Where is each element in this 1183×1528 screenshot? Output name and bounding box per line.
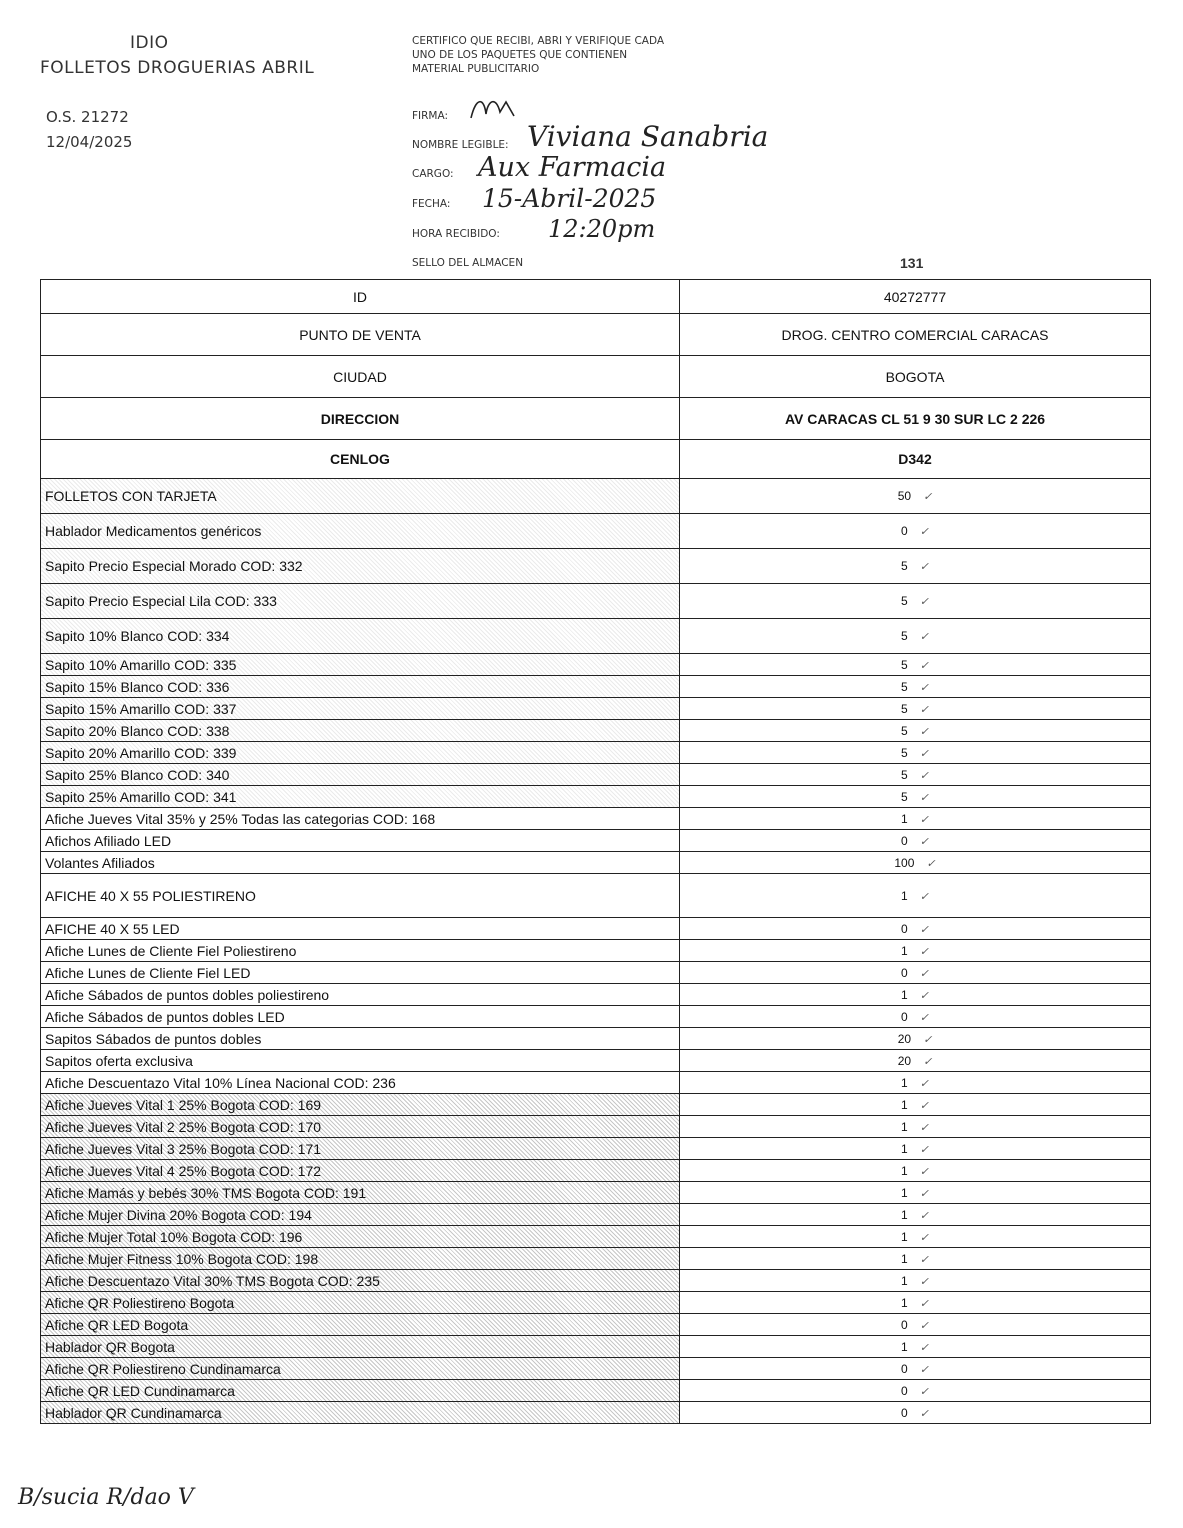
item-qty-cell	[680, 874, 1151, 918]
certification-text: CERTIFICO QUE RECIBI, ABRI Y VERIFIQUE CADA UNO DE LOS PAQUETES QUE CONTIENEN MATERIAL PUBLICITARIO	[412, 35, 665, 75]
item-row	[41, 1358, 1151, 1380]
checkmark-icon: ✓	[919, 967, 929, 980]
item-name: Afiche QR Poliestireno Bogota	[41, 1292, 680, 1314]
item-row	[41, 940, 1151, 962]
item-name: Afiche Descuentazo Vital 10% Línea Nacional COD: 236	[41, 1072, 680, 1094]
delivery-table	[40, 279, 1151, 1424]
item-qty: 5	[901, 745, 908, 760]
item-row	[41, 1072, 1151, 1094]
checkmark-icon: ✓	[919, 813, 929, 826]
item-qty: 1	[901, 1185, 908, 1200]
checkmark-icon: ✓	[919, 1099, 929, 1112]
item-row	[41, 1380, 1151, 1402]
item-row	[41, 1050, 1151, 1072]
item-qty-cell	[680, 742, 1151, 764]
checkmark-icon: ✓	[919, 1011, 929, 1024]
item-qty: 1	[901, 1163, 908, 1178]
checkmark-icon: ✓	[919, 945, 929, 958]
item-qty-cell	[680, 830, 1151, 852]
item-qty: 1	[901, 1075, 908, 1090]
item-qty-cell	[680, 1314, 1151, 1336]
item-qty: 1	[901, 888, 908, 903]
info-row	[41, 398, 1151, 440]
item-qty: 1	[901, 987, 908, 1002]
item-name: Volantes Afiliados	[41, 852, 680, 874]
item-name: Sapito Precio Especial Lila COD: 333	[41, 584, 680, 619]
item-name: Sapito 10% Blanco COD: 334	[41, 619, 680, 654]
checkmark-icon: ✓	[919, 1231, 929, 1244]
item-name: Sapito 20% Amarillo COD: 339	[41, 742, 680, 764]
firma-label: FIRMA:	[412, 110, 449, 122]
item-qty-cell	[680, 1094, 1151, 1116]
item-qty-cell	[680, 962, 1151, 984]
item-name: Afiche Jueves Vital 1 25% Bogota COD: 169	[41, 1094, 680, 1116]
item-row	[41, 984, 1151, 1006]
checkmark-icon: ✓	[919, 1297, 929, 1310]
item-name: Afiche Jueves Vital 2 25% Bogota COD: 170	[41, 1116, 680, 1138]
item-name: Afiche Descuentazo Vital 30% TMS Bogota COD: 235	[41, 1270, 680, 1292]
item-qty-cell	[680, 940, 1151, 962]
item-qty: 100	[894, 855, 915, 870]
item-qty: 5	[901, 594, 908, 608]
item-qty: 1	[901, 1251, 908, 1266]
item-row	[41, 786, 1151, 808]
checkmark-icon: ✓	[919, 703, 929, 716]
checkmark-icon: ✓	[919, 1385, 929, 1398]
item-name: Afiche Jueves Vital 3 25% Bogota COD: 171	[41, 1138, 680, 1160]
item-qty: 1	[901, 943, 908, 958]
checkmark-icon: ✓	[919, 596, 929, 608]
item-name: Afiche Lunes de Cliente Fiel LED	[41, 962, 680, 984]
checkmark-icon: ✓	[919, 923, 929, 936]
item-qty: 20	[897, 1053, 912, 1068]
checkmark-icon: ✓	[923, 491, 933, 503]
sello-label: SELLO DEL ALMACEN	[412, 257, 524, 269]
info-label: ID	[41, 280, 680, 314]
checkmark-icon: ✓	[919, 1209, 929, 1222]
item-qty: 5	[901, 629, 908, 643]
item-row	[41, 720, 1151, 742]
checkmark-icon: ✓	[919, 769, 929, 782]
info-section	[41, 280, 1151, 479]
item-qty: 0	[901, 1317, 908, 1332]
item-qty-cell	[680, 698, 1151, 720]
seal-number: 131	[900, 255, 924, 271]
item-name: Afiche Sábados de puntos dobles poliestireno	[41, 984, 680, 1006]
item-name: Afiche Jueves Vital 4 25% Bogota COD: 172	[41, 1160, 680, 1182]
item-qty-cell	[680, 1336, 1151, 1358]
item-qty: 5	[901, 701, 908, 716]
hand-nombre: Viviana Sanabria	[527, 120, 769, 153]
item-qty: 50	[897, 489, 912, 503]
item-name: Afiche QR Poliestireno Cundinamarca	[41, 1358, 680, 1380]
order-date: 12/04/2025	[46, 133, 133, 151]
item-qty: 5	[901, 559, 908, 573]
item-row	[41, 830, 1151, 852]
checkmark-icon: ✓	[919, 1275, 929, 1288]
item-qty: 1	[901, 1295, 908, 1310]
info-label: CIUDAD	[41, 356, 680, 398]
item-qty: 0	[901, 1009, 908, 1024]
item-row	[41, 1270, 1151, 1292]
item-row	[41, 1028, 1151, 1050]
item-name: Afiche Mujer Divina 20% Bogota COD: 194	[41, 1204, 680, 1226]
hand-fecha: 15-Abril-2025	[482, 184, 657, 213]
item-qty-cell	[680, 1006, 1151, 1028]
item-qty-cell	[680, 1248, 1151, 1270]
item-qty-cell	[680, 764, 1151, 786]
item-row	[41, 619, 1151, 654]
item-qty-cell	[680, 1116, 1151, 1138]
checkmark-icon: ✓	[919, 526, 929, 538]
item-row	[41, 742, 1151, 764]
checkmark-icon: ✓	[919, 1143, 929, 1156]
checkmark-icon: ✓	[919, 1187, 929, 1200]
item-row	[41, 1292, 1151, 1314]
item-qty-cell	[680, 1226, 1151, 1248]
hand-cargo: Aux Farmacia	[478, 152, 667, 183]
item-row	[41, 654, 1151, 676]
item-name: Hablador QR Cundinamarca	[41, 1402, 680, 1424]
checkmark-icon: ✓	[919, 1319, 929, 1332]
hora-label: HORA RECIBIDO:	[412, 228, 500, 240]
checkmark-icon: ✓	[919, 890, 929, 903]
item-row	[41, 1314, 1151, 1336]
item-row	[41, 584, 1151, 619]
item-qty: 5	[901, 767, 908, 782]
info-value: BOGOTA	[680, 356, 1151, 398]
item-qty: 0	[901, 1405, 908, 1420]
item-name: FOLLETOS CON TARJETA	[41, 479, 680, 514]
checkmark-icon: ✓	[919, 725, 929, 738]
header-title: FOLLETOS DROGUERIAS ABRIL	[40, 58, 315, 78]
item-name: Afiche Jueves Vital 35% y 25% Todas las categorias COD: 168	[41, 808, 680, 830]
item-qty: 1	[901, 1097, 908, 1112]
item-name: Sapitos oferta exclusiva	[41, 1050, 680, 1072]
item-qty-cell	[680, 1160, 1151, 1182]
item-qty: 0	[901, 1383, 908, 1398]
order-number: O.S. 21272	[46, 108, 129, 126]
info-label: DIRECCION	[41, 398, 680, 440]
item-name: Afichos Afiliado LED	[41, 830, 680, 852]
item-row	[41, 1160, 1151, 1182]
checkmark-icon: ✓	[919, 631, 929, 643]
item-qty-cell	[680, 1292, 1151, 1314]
info-label: PUNTO DE VENTA	[41, 314, 680, 356]
item-name: Afiche Sábados de puntos dobles LED	[41, 1006, 680, 1028]
footer-signature: B/sucia R/dao V	[18, 1485, 194, 1510]
checkmark-icon: ✓	[919, 1077, 929, 1090]
firma-signature	[466, 92, 526, 124]
header-line1: IDIO	[130, 33, 169, 53]
item-qty: 1	[901, 1273, 908, 1288]
item-qty: 0	[901, 524, 908, 538]
item-qty: 5	[901, 679, 908, 694]
item-row	[41, 1248, 1151, 1270]
item-row	[41, 479, 1151, 514]
checkmark-icon: ✓	[919, 1341, 929, 1354]
item-qty-cell	[680, 676, 1151, 698]
item-name: Afiche QR LED Cundinamarca	[41, 1380, 680, 1402]
item-qty-cell	[680, 619, 1151, 654]
item-name: Sapitos Sábados de puntos dobles	[41, 1028, 680, 1050]
item-qty: 0	[901, 833, 908, 848]
item-name: Sapito 20% Blanco COD: 338	[41, 720, 680, 742]
item-qty-cell	[680, 584, 1151, 619]
checkmark-icon: ✓	[919, 659, 929, 672]
item-name: Afiche Mujer Total 10% Bogota COD: 196	[41, 1226, 680, 1248]
checkmark-icon: ✓	[919, 1407, 929, 1420]
item-qty-cell	[680, 654, 1151, 676]
item-qty-cell	[680, 1138, 1151, 1160]
item-qty: 1	[901, 1339, 908, 1354]
item-row	[41, 1094, 1151, 1116]
item-qty: 5	[901, 789, 908, 804]
checkmark-icon: ✓	[919, 989, 929, 1002]
item-qty-cell	[680, 1050, 1151, 1072]
item-row	[41, 764, 1151, 786]
item-qty-cell	[680, 1402, 1151, 1424]
item-qty: 1	[901, 1207, 908, 1222]
item-qty-cell	[680, 1028, 1151, 1050]
item-qty-cell	[680, 786, 1151, 808]
info-row	[41, 440, 1151, 479]
checkmark-icon: ✓	[919, 1363, 929, 1376]
item-row	[41, 514, 1151, 549]
item-qty-cell	[680, 984, 1151, 1006]
item-row	[41, 1116, 1151, 1138]
item-qty: 5	[901, 723, 908, 738]
item-qty: 0	[901, 1361, 908, 1376]
item-row	[41, 1138, 1151, 1160]
checkmark-icon: ✓	[923, 1033, 933, 1046]
fecha-label: FECHA:	[412, 198, 451, 210]
item-qty: 1	[901, 811, 908, 826]
checkmark-icon: ✓	[926, 857, 936, 870]
item-qty-cell	[680, 479, 1151, 514]
item-name: AFICHE 40 X 55 POLIESTIRENO	[41, 874, 680, 918]
item-row	[41, 808, 1151, 830]
item-qty-cell	[680, 918, 1151, 940]
checkmark-icon: ✓	[923, 1055, 933, 1068]
item-qty-cell	[680, 549, 1151, 584]
item-qty-cell	[680, 1270, 1151, 1292]
cargo-label: CARGO:	[412, 168, 454, 180]
item-qty-cell	[680, 1182, 1151, 1204]
item-name: Sapito 15% Amarillo COD: 337	[41, 698, 680, 720]
item-row	[41, 874, 1151, 918]
item-qty: 1	[901, 1119, 908, 1134]
item-qty: 0	[901, 921, 908, 936]
item-name: Sapito 15% Blanco COD: 336	[41, 676, 680, 698]
info-value: 40272777	[680, 280, 1151, 314]
item-row	[41, 1336, 1151, 1358]
checkmark-icon: ✓	[919, 1121, 929, 1134]
item-name: Sapito 25% Blanco COD: 340	[41, 764, 680, 786]
item-name: Afiche Mujer Fitness 10% Bogota COD: 198	[41, 1248, 680, 1270]
items-section	[41, 479, 1151, 1424]
checkmark-icon: ✓	[919, 1165, 929, 1178]
nombre-label: NOMBRE LEGIBLE:	[412, 139, 509, 151]
item-name: Hablador QR Bogota	[41, 1336, 680, 1358]
item-name: Sapito 25% Amarillo COD: 341	[41, 786, 680, 808]
checkmark-icon: ✓	[919, 561, 929, 573]
info-row	[41, 356, 1151, 398]
item-row	[41, 1204, 1151, 1226]
item-name: Afiche Lunes de Cliente Fiel Poliestireno	[41, 940, 680, 962]
item-row	[41, 918, 1151, 940]
item-name: Afiche Mamás y bebés 30% TMS Bogota COD: 191	[41, 1182, 680, 1204]
item-row	[41, 676, 1151, 698]
item-row	[41, 1182, 1151, 1204]
item-qty: 0	[901, 965, 908, 980]
checkmark-icon: ✓	[919, 791, 929, 804]
item-row	[41, 852, 1151, 874]
item-name: Afiche QR LED Bogota	[41, 1314, 680, 1336]
info-value: AV CARACAS CL 51 9 30 SUR LC 2 226	[680, 398, 1151, 440]
item-qty: 20	[897, 1031, 912, 1046]
item-qty-cell	[680, 1204, 1151, 1226]
item-row	[41, 698, 1151, 720]
item-qty-cell	[680, 1358, 1151, 1380]
info-value: D342	[680, 440, 1151, 479]
item-row	[41, 1006, 1151, 1028]
info-row	[41, 314, 1151, 356]
item-name: Hablador Medicamentos genéricos	[41, 514, 680, 549]
item-name: Sapito Precio Especial Morado COD: 332	[41, 549, 680, 584]
item-qty: 1	[901, 1141, 908, 1156]
item-qty-cell	[680, 1380, 1151, 1402]
info-value: DROG. CENTRO COMERCIAL CARACAS	[680, 314, 1151, 356]
item-qty-cell	[680, 720, 1151, 742]
item-name: AFICHE 40 X 55 LED	[41, 918, 680, 940]
checkmark-icon: ✓	[919, 835, 929, 848]
checkmark-icon: ✓	[919, 1253, 929, 1266]
item-qty-cell	[680, 852, 1151, 874]
item-row	[41, 962, 1151, 984]
checkmark-icon: ✓	[919, 681, 929, 694]
item-qty-cell	[680, 808, 1151, 830]
item-row	[41, 549, 1151, 584]
item-qty: 5	[901, 657, 908, 672]
hand-hora: 12:20pm	[548, 215, 656, 243]
checkmark-icon: ✓	[919, 747, 929, 760]
item-row	[41, 1402, 1151, 1424]
item-qty: 1	[901, 1229, 908, 1244]
item-qty-cell	[680, 514, 1151, 549]
info-label: CENLOG	[41, 440, 680, 479]
item-name: Sapito 10% Amarillo COD: 335	[41, 654, 680, 676]
item-row	[41, 1226, 1151, 1248]
item-qty-cell	[680, 1072, 1151, 1094]
info-row	[41, 280, 1151, 314]
